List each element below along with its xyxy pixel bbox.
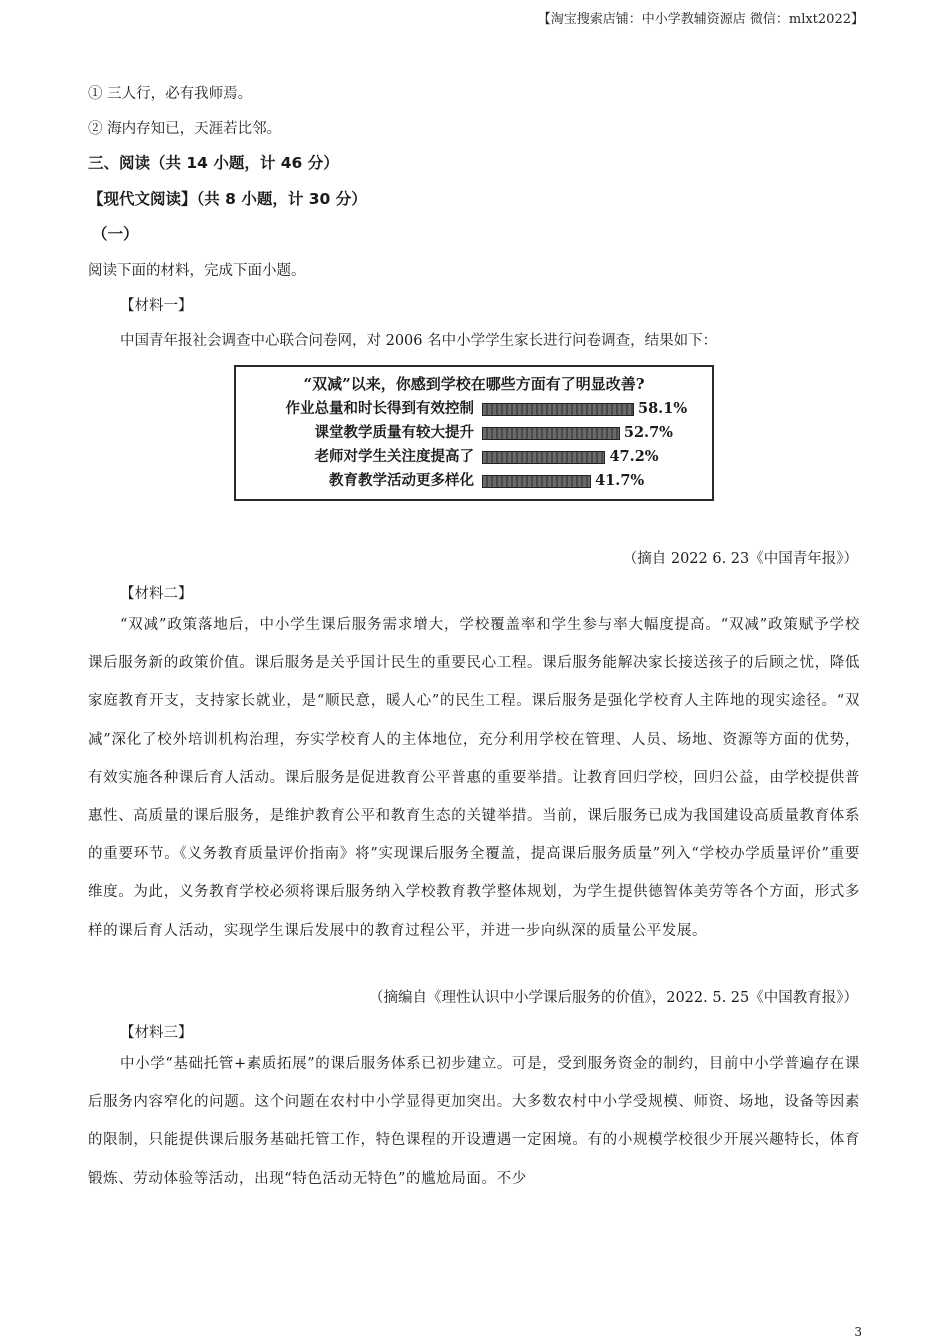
bar-row bbox=[236, 422, 712, 444]
bar-value-label: 52.7% bbox=[623, 424, 673, 441]
material-1-intro: 中国青年报社会调查中心联合问卷网，对 2006 名中小学学生家长进行问卷调查，结果如下： bbox=[120, 333, 718, 349]
material-3-paragraph: 中小学“基础托管+素质拓展”的课后服务体系已初步建立。可是，受到服务资金的制约，目前中小学普遍存在课后服务内容窄化的问题。这个问题在农村中小学显得更加突出。大多数农村中小学受规模、师资、场地，设备等因素的限制，只能提供课后服务基础托管工作，特色课程的开设遭遇一定困境。有的小规模学校很少开展兴趣特长，体育锻炼、劳动体验等活动，出现“特色活动无特色”的尴尬局面。不少 bbox=[88, 1056, 860, 1187]
chart-title: “双减”以来，你感到学校在哪些方面有了明显改善? bbox=[303, 375, 645, 393]
bar-value-label: 41.7% bbox=[595, 472, 645, 489]
subsection-heading: 【现代文阅读】（共 8 小题，计 30 分） bbox=[88, 190, 367, 208]
answer-line-1: ① 三人行，必有我师焉。 bbox=[88, 86, 253, 102]
bar-row bbox=[236, 470, 712, 492]
bar-row bbox=[236, 446, 712, 468]
bar bbox=[482, 427, 620, 440]
material-3-body bbox=[88, 1045, 860, 1198]
page-number: 3 bbox=[854, 1325, 862, 1339]
page-header: 【淘宝搜索店铺：中小学教辅资源店 微信：mlxt2022】 bbox=[537, 12, 864, 27]
survey-bar-chart bbox=[234, 365, 714, 501]
material-2-paragraph: “双减”政策落地后，中小学生课后服务需求增大，学校覆盖率和学生参与率大幅度提高。“双减”政策赋予学校课后服务新的政策价值。课后服务是关乎国计民生的重要民心工程。课后服务能解决家长接送孩子的后顾之忧，降低家庭教育开支，支持家长就业，是“顺民意，暖人心”的民生工程。课后服务是强化学校育人主阵地的现实途径。“双减”深化了校外培训机构治理，夯实学校育人的主体地位，充分利用学校在管理、人员、场地、资源等方面的优势，有效实施各种课后育人活动。课后服务是促进教育公平普惠的重要举措。让教育回归学校，回归公益，由学校提供普惠性、高质量的课后服务，是维护教育公平和教育生态的关键举措。当前，课后服务已成为我国建设高质量教育体系的重要环节。《义务教育质量评价指南》将”实现课后服务全覆盖，提高课后服务质量”列入“学校办学质量评价”重要维度。为此，义务教育学校必须将课后服务纳入学校教育教学整体规划，为学生提供德智体美劳等各个方面，形式多样的课后育人活动，实现学生课后发展中的教育过程公平，并进一步向纵深的质量公平发展。 bbox=[88, 617, 860, 939]
material-2-label: 【材料二】 bbox=[120, 586, 193, 602]
material-1-label: 【材料一】 bbox=[120, 298, 193, 314]
bar-category-label: 教育教学活动更多样化 bbox=[329, 472, 474, 489]
bar-value-label: 58.1% bbox=[638, 400, 688, 417]
bar-category-label: 作业总量和时长得到有效控制 bbox=[285, 400, 474, 417]
part-heading: （一） bbox=[92, 225, 139, 243]
instruction-text: 阅读下面的材料，完成下面小题。 bbox=[88, 263, 306, 279]
answer-line-2: ② 海内存知已，天涯若比邻。 bbox=[88, 121, 282, 137]
material-2-body bbox=[88, 606, 860, 950]
section-heading: 三、阅读（共 14 小题，计 46 分） bbox=[88, 154, 339, 172]
material-1-source: （摘自 2022 6. 23《中国青年报》） bbox=[622, 551, 858, 567]
bar-row bbox=[236, 398, 712, 420]
bar bbox=[482, 451, 605, 464]
material-3-label: 【材料三】 bbox=[120, 1025, 193, 1041]
material-2-source: （摘编自《理性认识中小学课后服务的价值》，2022. 5. 25《中国教育报》） bbox=[368, 990, 858, 1006]
bar-category-label: 课堂教学质量有较大提升 bbox=[314, 424, 474, 441]
bar bbox=[482, 475, 591, 488]
bar-category-label: 老师对学生关注度提高了 bbox=[314, 448, 474, 465]
bar-value-label: 47.2% bbox=[609, 448, 659, 465]
bar bbox=[482, 403, 634, 416]
